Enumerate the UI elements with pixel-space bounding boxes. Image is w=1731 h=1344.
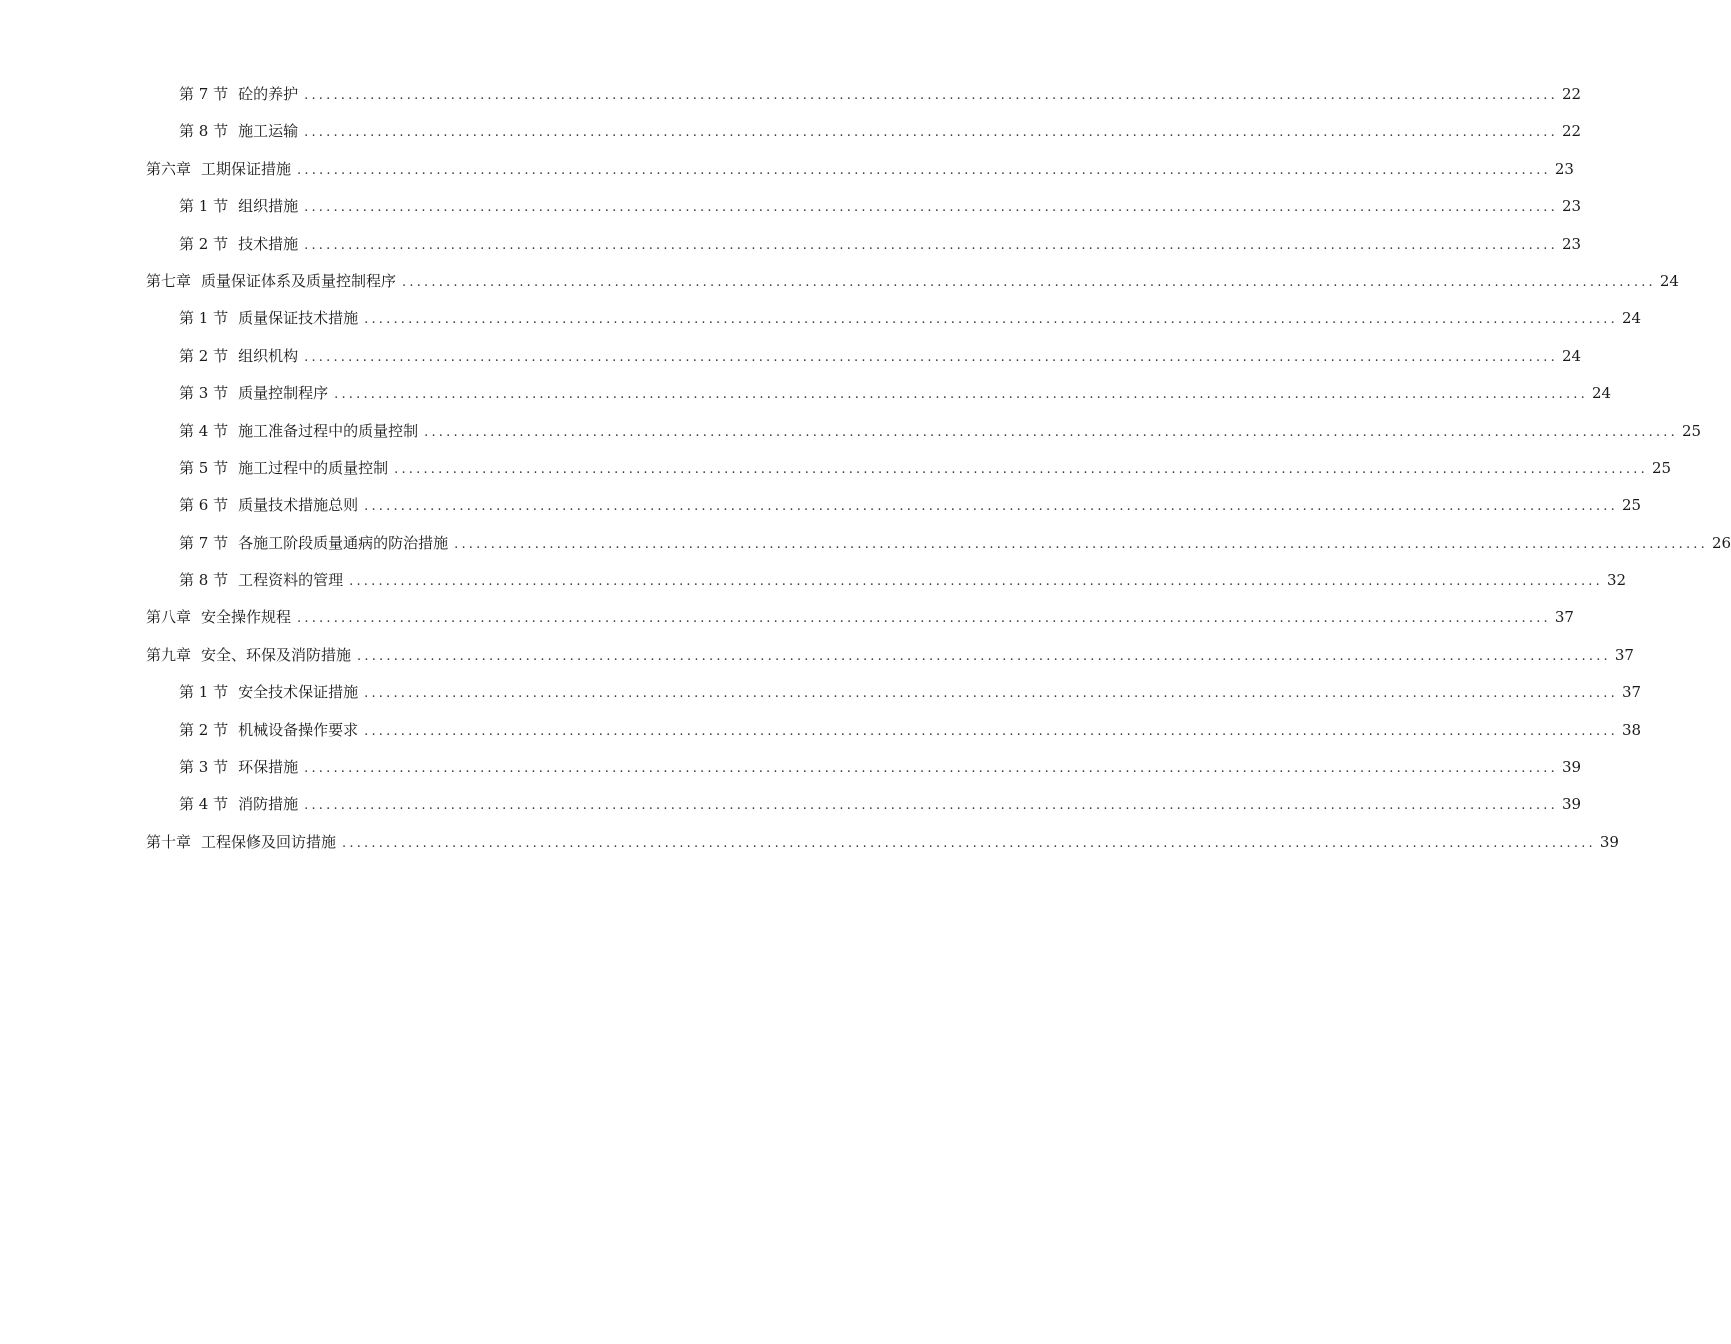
toc-leader-dots: ........................................................................................................................................................................... xyxy=(334,387,1588,403)
toc-entry-title xyxy=(179,532,448,553)
toc-entry-title xyxy=(179,457,388,478)
toc-leader-dots: ........................................................................................................................................................................... xyxy=(394,461,1648,477)
toc-entry-title xyxy=(146,644,351,665)
toc-entry-number: 第 8 节 xyxy=(179,571,229,590)
toc-entry-number: 第 7 节 xyxy=(179,533,229,552)
toc-page-number: 22 xyxy=(1561,85,1582,103)
toc-entry-number: 第 6 节 xyxy=(179,496,229,515)
toc-page-number: 39 xyxy=(1599,832,1619,851)
toc-entry-number: 第十章 xyxy=(146,832,192,851)
toc-entry-label: 机械设备操作要求 xyxy=(238,720,359,739)
toc-entry-title xyxy=(146,606,291,627)
toc-entry-label: 工期保证措施 xyxy=(201,159,292,178)
toc-entry-label: 环保措施 xyxy=(238,758,299,777)
toc-entry[interactable] xyxy=(146,831,1619,868)
toc-entry-title xyxy=(179,494,358,515)
toc-page-number: 38 xyxy=(1621,720,1642,739)
toc-entry-number: 第 2 节 xyxy=(179,234,229,253)
toc-page-number: 23 xyxy=(1561,197,1582,216)
toc-page-number: 39 xyxy=(1561,795,1582,814)
toc-leader-dots: ........................................................................................................................................................................... xyxy=(304,125,1558,141)
toc-leader-dots: ........................................................................................................................................................................... xyxy=(304,200,1558,216)
toc-entry-title xyxy=(179,681,358,702)
toc-entry[interactable] xyxy=(146,494,1642,531)
toc-leader-dots: ........................................................................................................................................................................... xyxy=(364,686,1618,702)
toc-entry-number: 第七章 xyxy=(146,271,192,290)
toc-page-number: 37 xyxy=(1614,645,1634,664)
toc-page-number: 24 xyxy=(1591,384,1612,403)
toc-leader-dots: ........................................................................................................................................................................... xyxy=(304,761,1558,777)
toc-entry-title xyxy=(179,569,343,590)
toc-entry-label: 施工过程中的质量控制 xyxy=(238,458,389,477)
toc-leader-dots: ........................................................................................................................................................................... xyxy=(364,499,1618,515)
toc-entry-label: 施工运输 xyxy=(238,122,299,141)
toc-entry[interactable] xyxy=(146,793,1582,830)
toc-leader-dots: ........................................................................................................................................................................... xyxy=(364,723,1618,739)
toc-entry[interactable] xyxy=(146,457,1672,494)
toc-leader-dots: ........................................................................................................................................................................... xyxy=(349,574,1603,590)
toc-entry-number: 第 7 节 xyxy=(179,85,229,103)
toc-entry[interactable] xyxy=(146,681,1642,718)
toc-entry[interactable] xyxy=(146,606,1574,643)
toc-leader-dots: ........................................................................................................................................................................... xyxy=(342,835,1596,851)
toc-entry-number: 第 1 节 xyxy=(179,683,229,702)
toc-entry-label: 组织措施 xyxy=(238,197,299,216)
toc-page-number: 25 xyxy=(1621,496,1642,515)
toc-entry-number: 第六章 xyxy=(146,159,192,178)
toc-entry[interactable] xyxy=(146,644,1634,681)
toc-entry-title xyxy=(179,307,358,328)
toc-page-number: 37 xyxy=(1621,683,1642,702)
toc-entry-title xyxy=(179,233,298,254)
toc-entry[interactable] xyxy=(146,83,1582,120)
toc-entry-label: 消防措施 xyxy=(238,795,299,814)
toc-entry-number: 第八章 xyxy=(146,608,192,627)
toc-leader-dots: ........................................................................................................................................................................... xyxy=(297,162,1551,178)
toc-entry-number: 第 1 节 xyxy=(179,309,229,328)
toc-entry[interactable] xyxy=(146,233,1582,270)
toc-entry-title xyxy=(179,120,298,141)
toc-page-number: 23 xyxy=(1561,234,1582,253)
toc-entry[interactable] xyxy=(146,195,1582,232)
toc-entry-number: 第 2 节 xyxy=(179,720,229,739)
toc-page-number: 22 xyxy=(1561,122,1582,141)
toc-entry-title xyxy=(146,270,396,291)
toc-leader-dots: ........................................................................................................................................................................... xyxy=(297,611,1551,627)
toc-entry[interactable] xyxy=(146,719,1642,756)
toc-entry-number: 第九章 xyxy=(146,645,192,664)
toc-leader-dots: ........................................................................................................................................................................... xyxy=(424,424,1678,440)
toc-entry-label: 技术措施 xyxy=(238,234,299,253)
toc-page-number: 25 xyxy=(1651,458,1672,477)
toc-entry-label: 施工准备过程中的质量控制 xyxy=(238,421,419,440)
toc-leader-dots: ........................................................................................................................................................................... xyxy=(304,798,1558,814)
toc-entry-number: 第 4 节 xyxy=(179,795,229,814)
toc-entry[interactable] xyxy=(146,345,1582,382)
toc-entry-label: 工程保修及回访措施 xyxy=(201,832,337,851)
toc-page-number: 24 xyxy=(1659,271,1679,290)
toc-page-number: 26 xyxy=(1711,533,1731,552)
toc-leader-dots: ........................................................................................................................................................................... xyxy=(402,274,1656,290)
toc-leader-dots: ........................................................................................................................................................................... xyxy=(364,312,1618,328)
toc-entry-title xyxy=(179,83,298,104)
toc-entry[interactable] xyxy=(146,158,1574,195)
toc-entry-label: 质量保证体系及质量控制程序 xyxy=(201,271,397,290)
toc-entry-number: 第 3 节 xyxy=(179,758,229,777)
toc-entry-number: 第 1 节 xyxy=(179,197,229,216)
toc-page-number: 25 xyxy=(1681,421,1702,440)
toc-entry[interactable] xyxy=(146,420,1702,457)
toc-entry[interactable] xyxy=(146,270,1679,307)
toc-leader-dots: ........................................................................................................................................................................... xyxy=(454,536,1708,552)
toc-entry-number: 第 4 节 xyxy=(179,421,229,440)
toc-page-number: 37 xyxy=(1554,608,1574,627)
toc-entry-label: 质量技术措施总则 xyxy=(238,496,359,515)
toc-entry-number: 第 2 节 xyxy=(179,346,229,365)
table-of-contents xyxy=(146,83,1731,868)
toc-entry-label: 安全操作规程 xyxy=(201,608,292,627)
toc-page-number: 39 xyxy=(1561,758,1582,777)
toc-entry-label: 安全、环保及消防措施 xyxy=(201,645,352,664)
toc-page-number: 32 xyxy=(1606,571,1627,590)
toc-entry-label: 质量保证技术措施 xyxy=(238,309,359,328)
toc-entry[interactable] xyxy=(146,756,1582,793)
toc-entry-number: 第 3 节 xyxy=(179,384,229,403)
toc-page-number: 23 xyxy=(1554,159,1574,178)
toc-entry-label: 安全技术保证措施 xyxy=(238,683,359,702)
toc-entry-label: 质量控制程序 xyxy=(238,384,329,403)
toc-entry-title xyxy=(179,420,418,441)
toc-page-number: 24 xyxy=(1621,309,1642,328)
toc-entry-label: 组织机构 xyxy=(238,346,299,365)
toc-leader-dots: ........................................................................................................................................................................... xyxy=(304,349,1558,365)
toc-entry-title xyxy=(146,158,291,179)
toc-entry[interactable] xyxy=(146,120,1582,157)
toc-entry-number: 第 8 节 xyxy=(179,122,229,141)
toc-entry[interactable] xyxy=(146,382,1612,419)
toc-leader-dots: ........................................................................................................................................................................... xyxy=(304,237,1558,253)
toc-entry-title xyxy=(179,719,358,740)
toc-entry-label: 各施工阶段质量通病的防治措施 xyxy=(238,533,449,552)
toc-entry[interactable] xyxy=(146,569,1627,606)
toc-entry-title xyxy=(179,793,298,814)
toc-entry-label: 砼的养护 xyxy=(238,85,299,103)
toc-entry-title xyxy=(179,345,298,366)
toc-leader-dots: ........................................................................................................................................................................... xyxy=(357,648,1611,664)
toc-entry[interactable] xyxy=(146,532,1731,569)
toc-entry-title xyxy=(179,195,298,216)
toc-entry-title xyxy=(179,382,328,403)
toc-entry-title xyxy=(179,756,298,777)
toc-leader-dots: ........................................................................................................................................................................... xyxy=(304,88,1558,103)
toc-page-number: 24 xyxy=(1561,346,1582,365)
toc-entry-title xyxy=(146,831,336,852)
toc-entry-label: 工程资料的管理 xyxy=(238,571,344,590)
toc-entry-number: 第 5 节 xyxy=(179,458,229,477)
toc-entry[interactable] xyxy=(146,307,1642,344)
